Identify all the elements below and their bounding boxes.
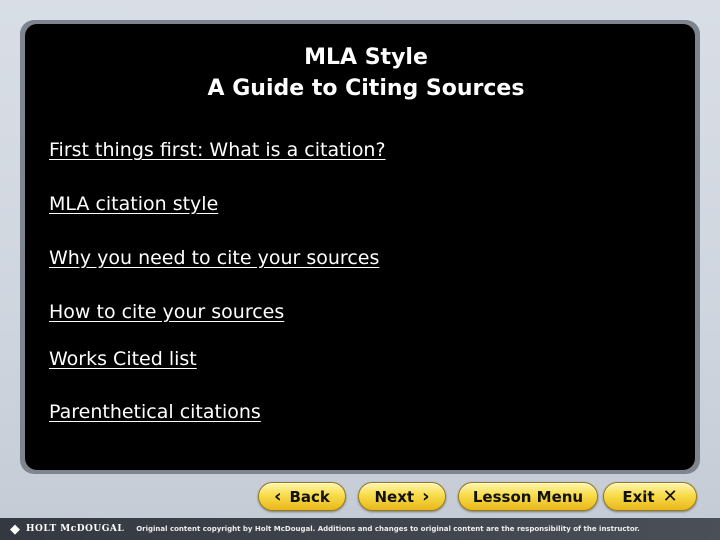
title-line-1: MLA Style <box>304 45 428 70</box>
back-label: Back <box>289 487 330 506</box>
lesson-menu-button[interactable] <box>458 482 598 511</box>
menu-link-why-cite[interactable]: Why you need to cite your sources <box>49 247 380 269</box>
chevron-right-icon: › <box>422 485 430 507</box>
lesson-menu-label: Lesson Menu <box>472 487 584 506</box>
menu-link-works-cited[interactable]: Works Cited list <box>49 348 197 370</box>
next-button[interactable] <box>358 482 446 511</box>
slide-title <box>25 42 707 104</box>
copyright-notice: Original content copyright by Holt McDougal. Additions and changes to original content are the responsibility of the instructor. <box>136 525 640 533</box>
publisher-brand: HOLT McDOUGAL <box>26 524 125 534</box>
exit-button[interactable] <box>603 482 697 511</box>
publisher-logo-icon: ◆ <box>10 521 20 537</box>
close-icon: ✕ <box>662 485 678 507</box>
navigation-bar <box>0 482 720 512</box>
menu-link-how-to-cite[interactable]: How to cite your sources <box>49 301 285 323</box>
next-label: Next <box>374 487 415 506</box>
chevron-left-icon: ‹ <box>274 485 282 507</box>
footer-bar <box>0 518 720 540</box>
menu-link-mla-style[interactable]: MLA citation style <box>49 193 219 215</box>
title-line-2: A Guide to Citing Sources <box>207 76 525 101</box>
menu-link-parenthetical[interactable]: Parenthetical citations <box>49 401 261 423</box>
back-button[interactable] <box>258 482 346 511</box>
exit-label: Exit <box>622 487 655 506</box>
menu-link-what-is-citation[interactable]: First things first: What is a citation? <box>49 139 386 161</box>
